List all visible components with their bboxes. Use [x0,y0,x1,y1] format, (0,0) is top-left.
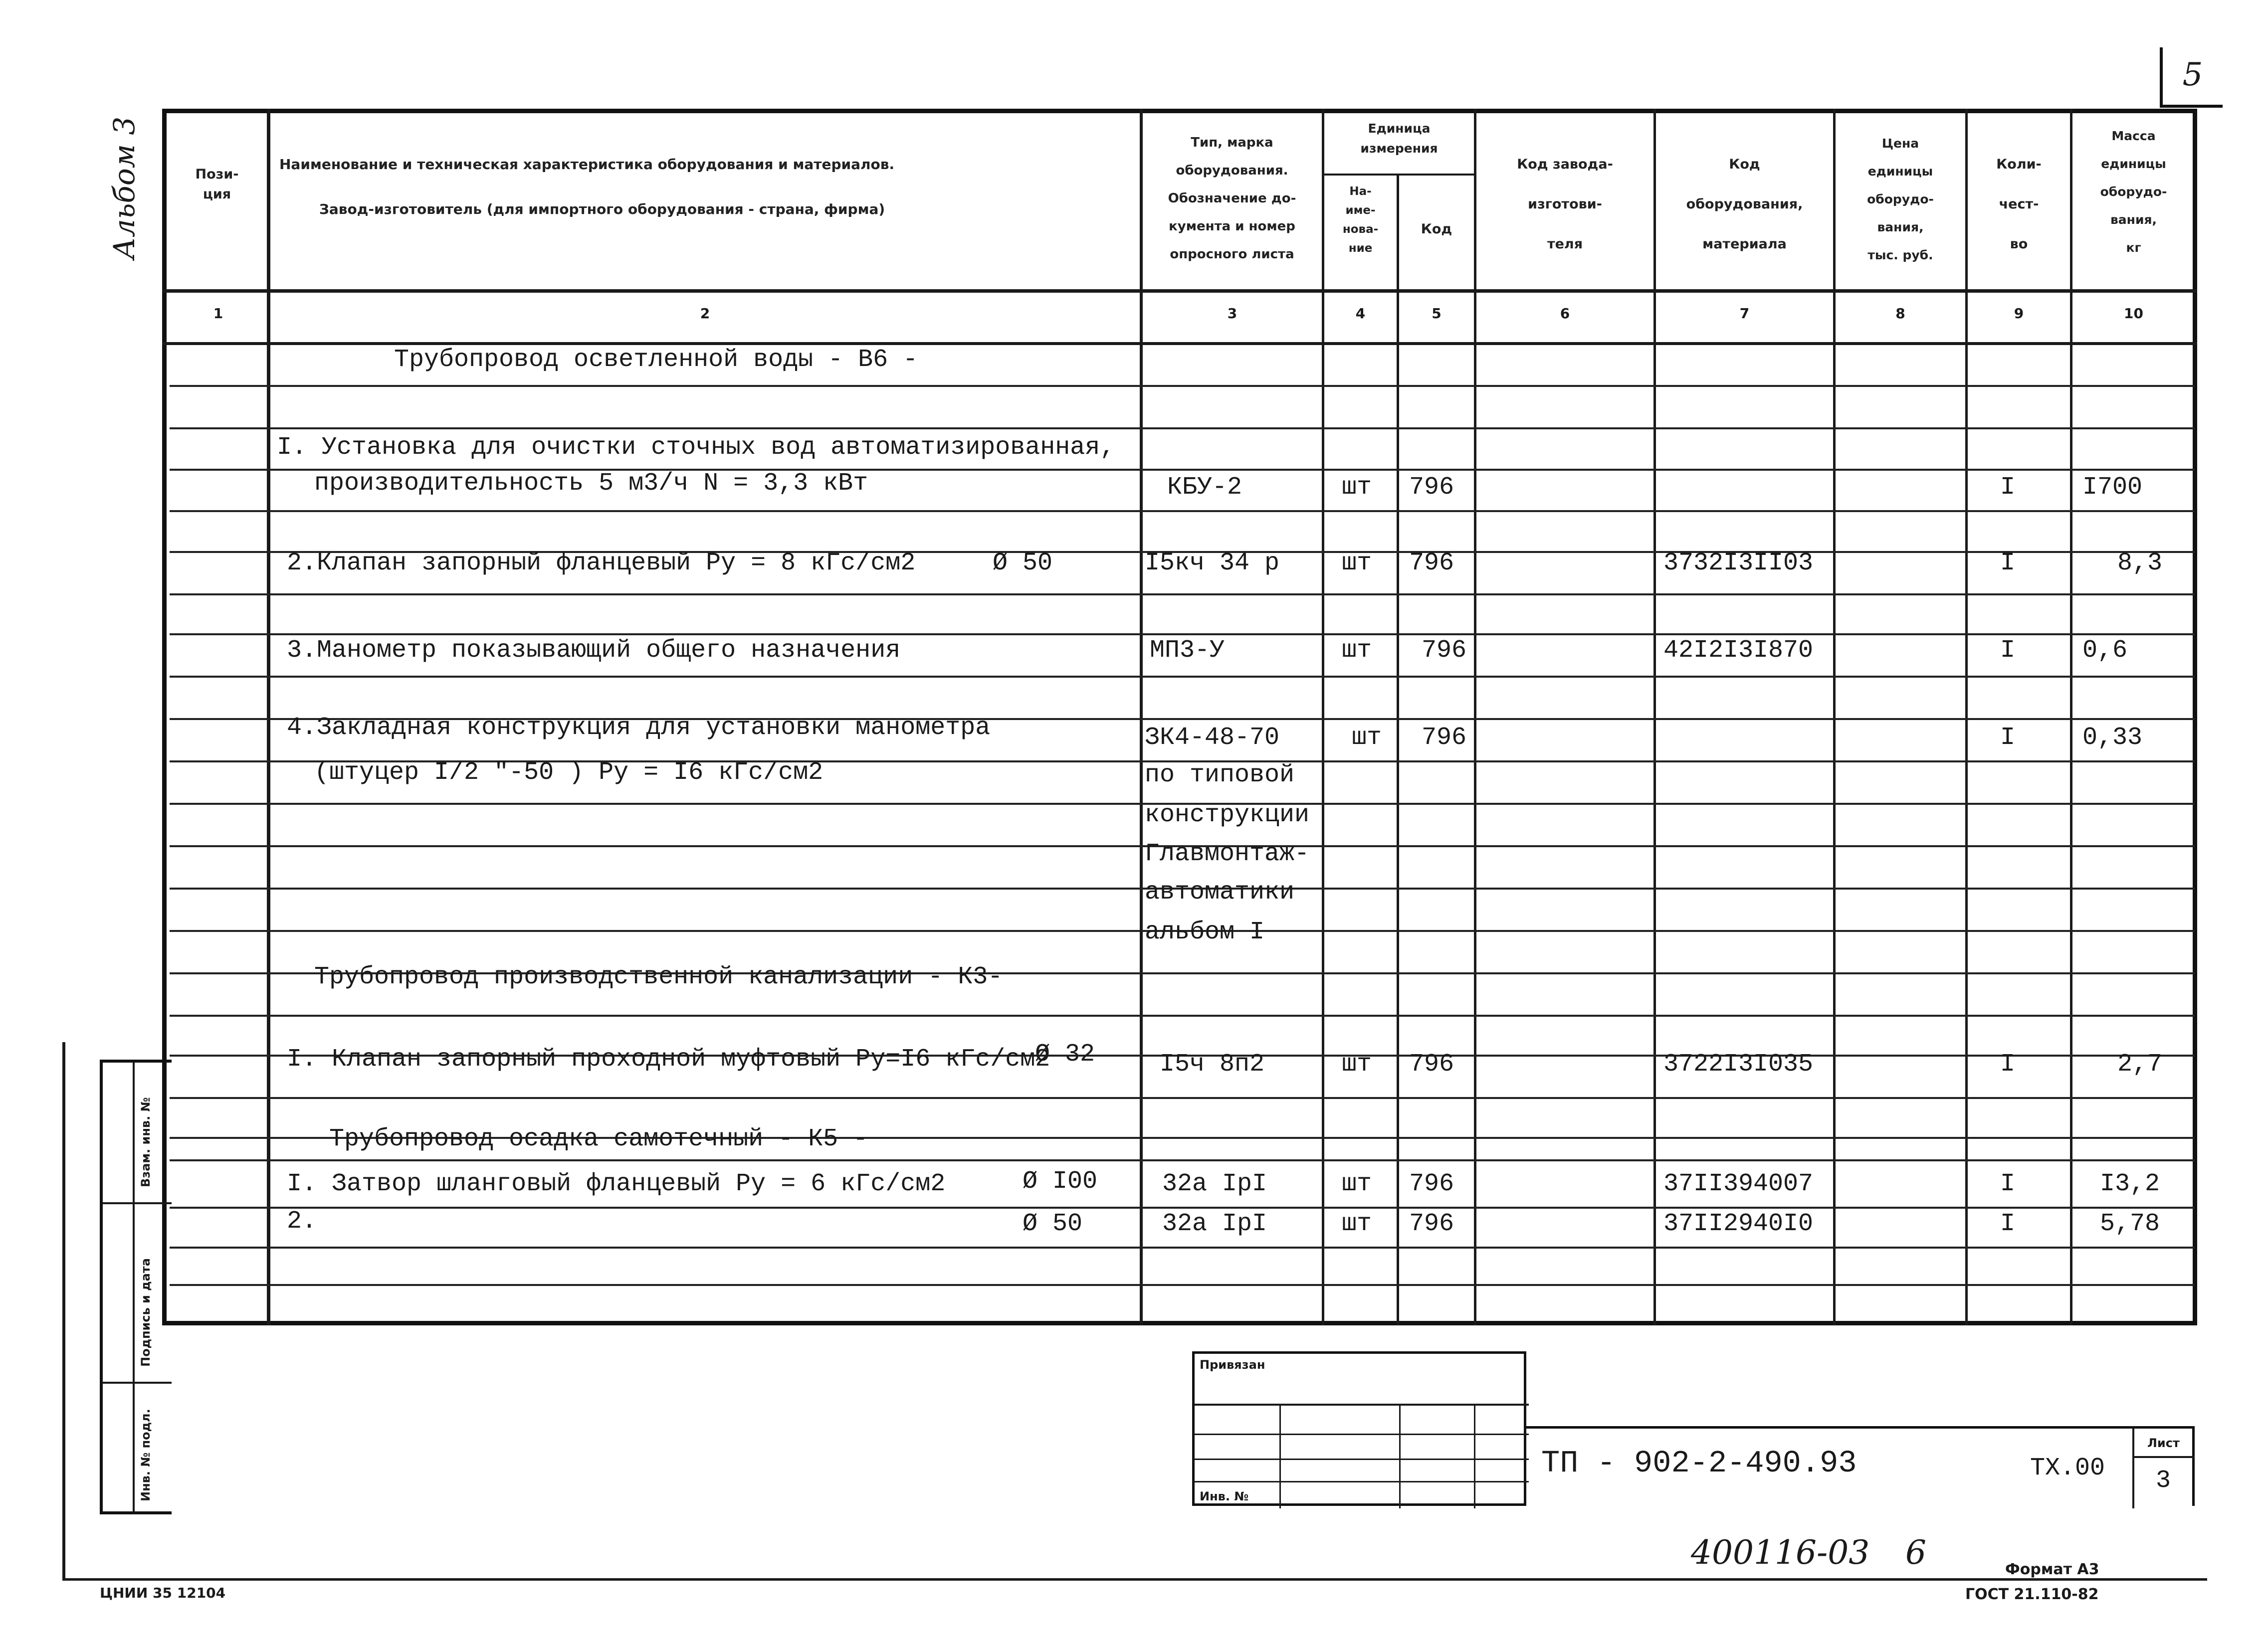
row-line [170,510,2195,512]
stamp-label-signature: Подпись и дата [139,1258,153,1367]
row3-mass: 0,6 [2082,636,2128,665]
col-number-1: 1 [213,305,223,322]
row2-unit: шт [1342,549,1372,577]
format-label: Формат А3 [2005,1561,2099,1578]
sheet-label: Лист [2147,1436,2180,1450]
row5-mass: 2,7 [2117,1050,2163,1079]
row-line [170,1247,2195,1249]
row5-unit: шт [1342,1050,1372,1079]
row6-name: I. Затвор шланговый фланцевый Ру = 6 кГс/см2 [287,1170,946,1198]
header-position: Пози- ция [195,167,239,202]
archive-suffix: 6 [1905,1533,1926,1572]
row4-type-4: Главмонтаж- [1145,840,1310,868]
unit-group-line [1322,174,1474,176]
header-factory-code: Код завода- изготови- теля [1517,157,1613,252]
row4-type-2: по типовой [1145,761,1295,789]
stamp-label-inventory: Инв. № подл. [139,1409,153,1501]
privyazan-box [1192,1351,1526,1506]
sheet-index: 3 [2156,1466,2171,1495]
row5-qty: I [2000,1050,2016,1079]
row4-name-line2: (штуцер I/2 "-50 ) Ру = I6 кГс/см2 [314,758,824,787]
row1-mass: I700 [2082,473,2143,502]
row4-type-5: автоматики [1145,878,1295,907]
archive-number: 400116-03 [1691,1533,1870,1572]
row4-unit: шт [1352,724,1382,752]
row1-qty: I [2000,473,2016,502]
row5-diameter: Ø 32 [1035,1040,1095,1069]
row-line [170,1015,2195,1017]
row6-code: 796 [1409,1170,1454,1198]
row2-name: 2.Клапан запорный фланцевый Ру = 8 кГс/см2 [287,549,916,577]
row2-type: I5кч 34 р [1145,549,1280,577]
row3-equipment-code: 42I2I3I870 [1663,636,1814,665]
row-line [170,1097,2195,1099]
header-quantity: Коли- чест- во [1996,157,2042,252]
col-number-8: 8 [1895,305,1905,322]
row1-unit: шт [1342,473,1372,502]
row1-code: 796 [1409,473,1454,502]
header-name-line1: Наименование и техническая характеристика оборудования и материалов. [279,156,895,173]
row2-qty: I [2000,549,2016,577]
row7-diameter: Ø 50 [1023,1210,1083,1238]
row1-name-line2: производительность 5 м3/ч N = 3,3 кВт [314,469,868,498]
row3-qty: I [2000,636,2016,665]
row2-equipment-code: 3732I3II03 [1663,549,1814,577]
row7-unit: шт [1342,1210,1372,1238]
col-line [1397,175,1399,1325]
row-line [170,633,2195,635]
row7-qty: I [2000,1210,2016,1238]
col-number-2: 2 [700,305,710,322]
row4-mass: 0,33 [2082,724,2143,752]
header-name-line2: Завод-изготовитель (для импортного оборудования - страна, фирма) [319,201,885,217]
row2-mass: 8,3 [2117,549,2163,577]
col-number-7: 7 [1739,305,1750,322]
row5-code: 796 [1409,1050,1454,1079]
row-line [170,1207,2195,1209]
row1-type: КБУ-2 [1167,473,1242,502]
row2-code: 796 [1409,549,1454,577]
row6-equipment-code: 37II394007 [1663,1170,1814,1198]
row7-mass: 5,78 [2100,1210,2160,1238]
row7-name: 2. [287,1207,317,1236]
bottom-border-line [62,1578,2207,1581]
left-border-line [62,1042,65,1581]
header-type: Тип, марка оборудования. Обозначение до- кумента и номер опросного листа [1168,135,1296,262]
row-line [170,676,2195,678]
sheet-number: 5 [2160,47,2223,108]
row5-type: I5ч 8п2 [1160,1050,1265,1079]
row6-qty: I [2000,1170,2016,1198]
row4-type-1: ЗК4-48-70 [1145,724,1280,752]
document-code: ТП - 902-2-490.93 [1541,1446,1857,1481]
row4-type-3: конструкции [1145,801,1310,829]
privyazan-label: Привязан [1200,1358,1265,1372]
header-unit-group: Единица измерения [1360,121,1438,156]
row3-unit: шт [1342,636,1372,665]
album-label: Альбом 3 [107,116,141,259]
col-number-10: 10 [2124,305,2143,322]
row5-equipment-code: 3722I3I035 [1663,1050,1814,1079]
row3-code: 796 [1422,636,1467,665]
header-mass: Масса единицы оборудо- вания, кг [2100,129,2167,255]
side-approval-stamp [100,1060,172,1514]
header-equipment-code: Код оборудования, материала [1686,157,1803,252]
row6-unit: шт [1342,1170,1372,1198]
row-line [170,593,2195,595]
header-bottom-line [162,289,2197,293]
row7-type: 32а IрI [1162,1210,1267,1238]
section-title-b6: Трубопровод осветленной воды - В6 - [394,346,918,374]
stamp-label-replace: Взам. инв. № [139,1097,153,1187]
col-number-5: 5 [1432,305,1442,322]
col-number-6: 6 [1560,305,1570,322]
gost-label: ГОСТ 21.110-82 [1965,1586,2099,1603]
row-line [170,427,2195,429]
row4-qty: I [2000,724,2016,752]
printer-label: ЦНИИ 35 12104 [100,1585,226,1601]
title-block [1192,1351,2195,1511]
row6-diameter: Ø I00 [1023,1167,1098,1196]
row4-code: 796 [1422,724,1467,752]
section-title-k3: Трубопровод производственной канализации - К3- [314,963,1003,991]
row6-type: 32а IрI [1162,1170,1267,1198]
row4-type-6: альбом I [1145,918,1265,946]
row1-name-line1: I. Установка для очистки сточных вод автоматизированная, [277,433,1115,462]
row7-code: 796 [1409,1210,1454,1238]
header-unit-code: Код [1421,221,1452,237]
col-number-3: 3 [1227,305,1237,322]
row-line [170,385,2195,387]
row3-type: МП3-У [1150,636,1225,665]
row4-name-line1: 4.Закладная конструкция для установки манометра [287,714,991,742]
row-line [170,1159,2195,1161]
row7-equipment-code: 37II2940I0 [1663,1210,1814,1238]
row2-diameter: Ø 50 [993,549,1053,577]
col-number-9: 9 [2014,305,2024,322]
row3-name: 3.Манометр показывающий общего назначения [287,636,901,665]
header-unit-name: На- име- нова- ние [1342,185,1379,255]
document-mark: ТХ.00 [2030,1454,2105,1482]
title-code-box [1526,1426,2195,1506]
section-title-k5: Трубопровод осадка самотечный - К5 - [329,1125,868,1153]
header-price: Цена единицы оборудо- вания, тыс. руб. [1867,136,1934,262]
row-line [170,1284,2195,1286]
col-number-4: 4 [1355,305,1366,322]
row5-name: I. Клапан запорный проходной муфтовый Ру=I6 кГс/см2 [287,1045,1050,1074]
row6-mass: I3,2 [2100,1170,2160,1198]
inventory-label: Инв. № [1200,1489,1249,1503]
